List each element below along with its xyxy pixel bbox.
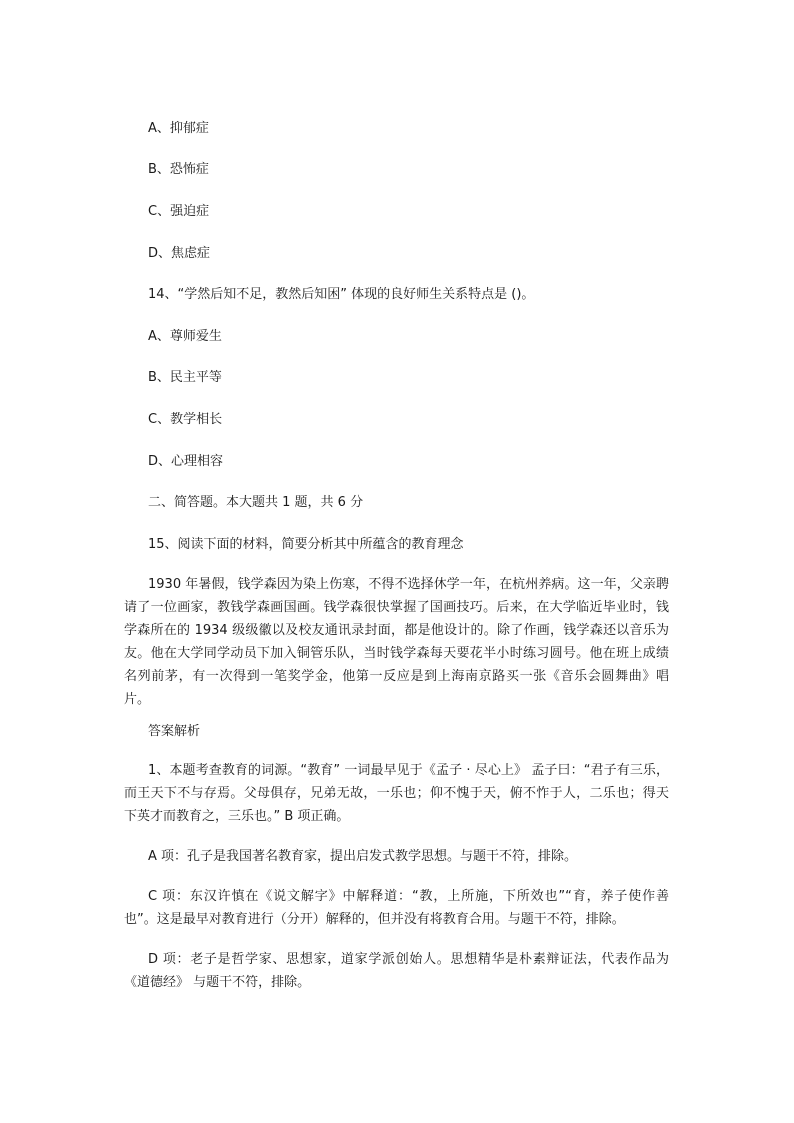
q14-option-b: B、民主平等 <box>148 370 222 385</box>
q13-option-b: B、恐怖症 <box>148 162 209 177</box>
answer-d-option-text: D 项：老子是哲学家、思想家，道家学派创始人。思想精华是朴素辩证法，代表作品为《道德经》 与题干不符，排除。 <box>124 952 669 990</box>
q13-option-a: A、抑郁症 <box>148 121 209 136</box>
q15-stem: 15、阅读下面的材料，简要分析其中所蕴含的教育理念 <box>148 537 464 552</box>
answer-d-option <box>124 948 669 994</box>
answer-a-option <box>124 845 669 868</box>
q15-material-text: 1930 年暑假，钱学森因为染上伤寒，不得不选择休学一年，在杭州养病。这一年，父亲聘请了一位画家，教钱学森画国画。钱学森很快掌握了国画技巧。后来，在大学临近毕业时，钱学森所在的 1934 级级徽以及校友通讯录封面，都是他设计的。除了作画，钱学森还以音乐为友。他在大学同学动员下加入铜管乐队，当时钱学森每天要花半小时练习圆号。他在班上成绩名列前茅，有一次得到一笔奖学金，他第一反应是到上海南京路买一张《音乐会圆舞曲》唱片。 <box>124 577 669 707</box>
q13-option-c: C、强迫症 <box>148 204 210 219</box>
q13-option-d: D、焦虑症 <box>148 246 211 261</box>
answer-1-text: 1、本题考查教育的词源。“教育” 一词最早见于《孟子 · 尽心上》 孟子曰：“君子有三乐，而王天下不与存焉。父母俱存，兄弟无故，一乐也；仰不愧于天，俯不怍于人，二乐也；得天下英才而教育之，三乐也。” B 项正确。 <box>124 763 669 824</box>
answer-c-option <box>124 885 669 931</box>
answers-heading: 答案解析 <box>148 724 201 739</box>
answer-1 <box>124 759 669 828</box>
section2-heading: 二、简答题。本大题共 1 题，共 6 分 <box>148 495 364 510</box>
q15-material <box>124 573 669 711</box>
answer-c-option-text: C 项：东汉许慎在《说文解字》中解释道：“教，上所施，下所效也”“育，养子使作善也”。这是最早对教育进行（分开）解释的，但并没有将教育合用。与题干不符，排除。 <box>124 889 669 927</box>
answer-a-option-text: A 项：孔子是我国著名教育家，提出启发式教学思想。与题干不符，排除。 <box>148 849 578 864</box>
q14-stem: 14、“学然后知不足，教然后知困” 体现的良好师生关系特点是 ()。 <box>148 287 535 302</box>
q14-option-a: A、尊师爱生 <box>148 329 222 344</box>
q14-option-d: D、心理相容 <box>148 454 224 469</box>
q14-option-c: C、教学相长 <box>148 412 223 427</box>
